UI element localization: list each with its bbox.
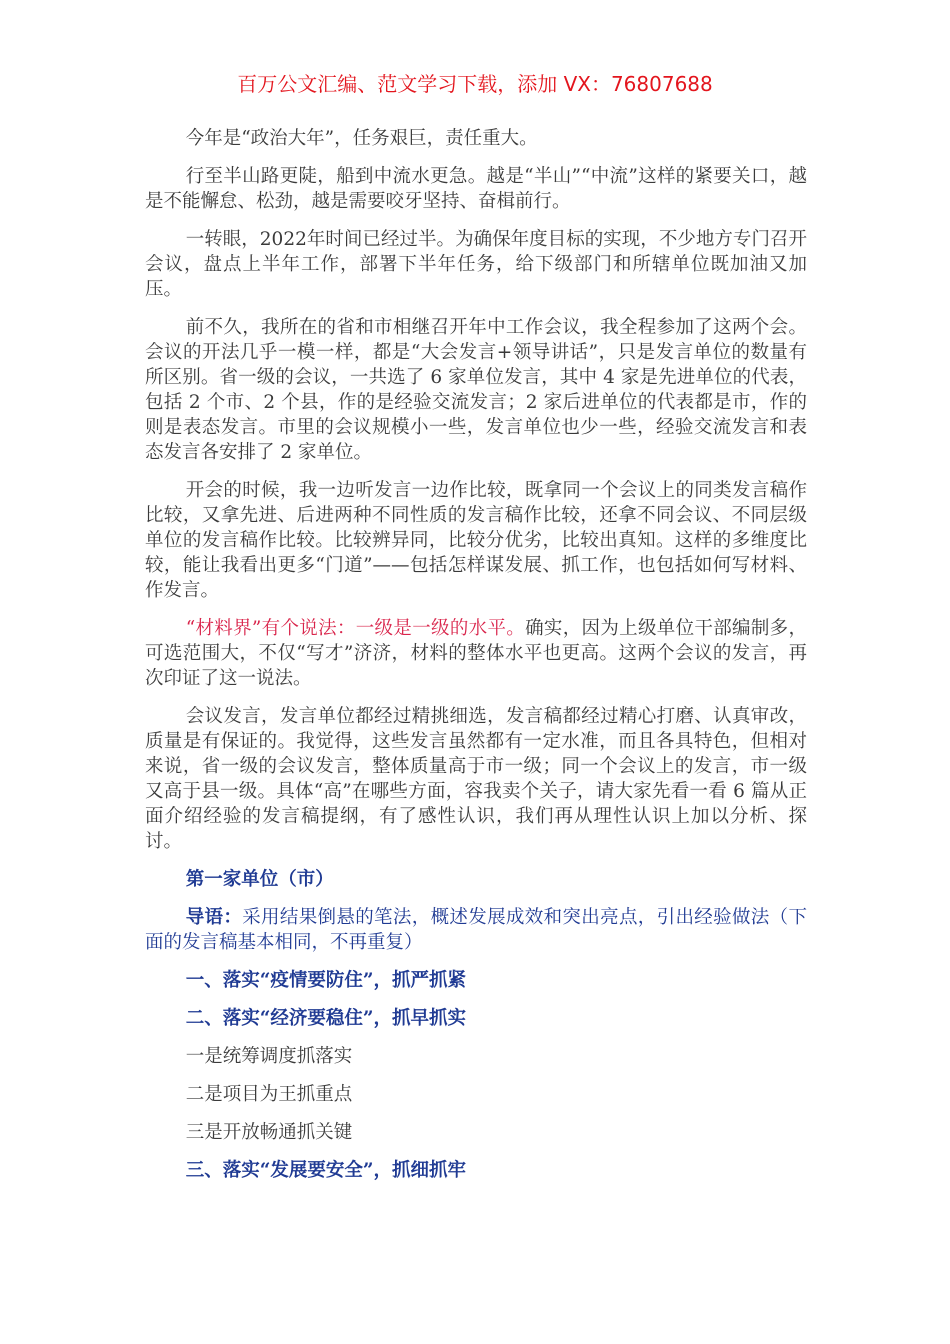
paragraph-7: 会议发言，发言单位都经过精挑细选，发言稿都经过精心打磨、认真审改，质量是有保证的。我觉得，这些发言虽然都有一定水准，而且各具特色，但相对来说，省一级的会议发言，整体质量高于市一级；同一个会议上的发言，市一级又高于县一级。具体“高”在哪些方面，容我卖个关子，请大家先看一看 6 篇从正面介绍经验的发言稿提纲，有了感性认识，我们再从理性认识上加以分析、探讨。 [145,706,807,852]
subpoint-2: 二是项目为王抓重点 [185,1084,353,1105]
subpoint-3: 三是开放畅通抓关键 [185,1122,353,1143]
paragraph-3: 一转眼，2022年时间已经过半。为确保年度目标的实现，不少地方专门召开会议，盘点上半年工作，部署下半年任务，给下级部门和所辖单位既加油又加压。 [145,229,807,300]
heading-2: 二、落实“经济要稳住”，抓早抓实 [185,1008,466,1029]
lead-label: 导语： [185,907,243,928]
heading-3: 三、落实“发展要安全”，抓细抓牢 [185,1160,466,1181]
lead-paragraph [145,905,807,955]
section-title: 第一家单位（市） [185,869,334,890]
document-body [145,126,807,1196]
highlighted-saying: “材料界”有个说法：一级是一级的水平。 [185,618,526,639]
heading-1: 一、落实“疫情要防住”，抓严抓紧 [185,970,466,991]
paragraph-1: 今年是“政治大年”，任务艰巨，责任重大。 [185,128,538,149]
lead-text: 采用结果倒悬的笔法，概述发展成效和突出亮点，引出经验做法（下面的发言稿基本相同，不再重复） [145,907,807,953]
paragraph-6-rest: 确实，因为上级单位干部编制多，可选范围大，不仅“写才”济济，材料的整体水平也更高。这两个会议的发言，再次印证了这一说法。 [145,618,807,689]
subpoint-1: 一是统筹调度抓落实 [185,1046,353,1067]
paragraph-2: 行至半山路更陡，船到中流水更急。越是“半山”“中流”这样的紧要关口，越是不能懈怠、松劲，越是需要咬牙坚持、奋楫前行。 [145,166,807,212]
paragraph-4: 前不久，我所在的省和市相继召开年中工作会议，我全程参加了这两个会。会议的开法几乎一模一样，都是“大会发言+领导讲话”，只是发言单位的数量有所区别。省一级的会议，一共选了 6 家单位发言，其中 4 家是先进单位的代表，包括 2 个市、2 个县，作的是经验交流发言；2 家后进单位的代表都是市，作的则是表态发言。市里的会议规模小一些，发言单位也少一些，经验交流发言和表态发言各安排了 2 家单位。 [145,317,807,463]
watermark-banner: 百万公文汇编、范文学习下载，添加 VX：76807688 [237,72,713,96]
paragraph-6 [145,616,807,691]
paragraph-5: 开会的时候，我一边听发言一边作比较，既拿同一个会议上的同类发言稿作比较，又拿先进、后进两种不同性质的发言稿作比较，还拿不同会议、不同层级单位的发言稿作比较。比较辨异同，比较分优劣，比较出真知。这样的多维度比较，能让我看出更多“门道”——包括怎样谋发展、抓工作，也包括如何写材料、作发言。 [145,480,807,601]
